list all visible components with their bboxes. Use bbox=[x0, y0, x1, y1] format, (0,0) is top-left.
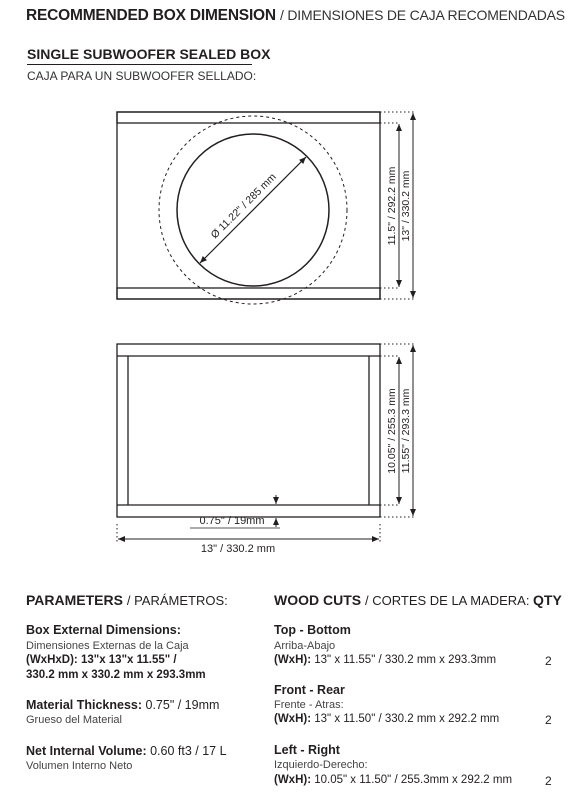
cut-top-bottom-sub: Arriba-Abajo bbox=[274, 640, 336, 652]
cut-left-right-dims: (WxH): 10.05" x 11.50" / 255.3mm x 292.2 mm bbox=[274, 774, 513, 786]
front-view-diagram bbox=[117, 112, 415, 304]
front-top-strip bbox=[117, 112, 380, 123]
material-thickness-label: Material Thickness: bbox=[26, 698, 143, 712]
wood-cuts-title-sub: / CORTES DE LA MADERA: bbox=[365, 593, 530, 608]
cut-left-right-sub: Izquierdo-Derecho: bbox=[274, 759, 368, 771]
net-volume bbox=[26, 744, 227, 758]
front-bottom-strip bbox=[117, 288, 380, 299]
net-volume-sublabel: Volumen Interno Neto bbox=[26, 760, 133, 772]
front-outer-height-label: 13" / 330.2 mm bbox=[400, 170, 412, 242]
page-title-main: RECOMMENDED BOX DIMENSION bbox=[26, 7, 276, 24]
cut-front-rear-name: Front - Rear bbox=[274, 683, 345, 697]
qty-header: QTY bbox=[533, 592, 562, 608]
cut-front-rear-dims: (WxH): 13" x 11.50" / 330.2 mm x 292.2 mm bbox=[274, 713, 500, 725]
net-volume-label: Net Internal Volume: bbox=[26, 744, 147, 758]
external-dimensions-label: Box External Dimensions: bbox=[26, 623, 181, 637]
external-dimensions-line2: 330.2 mm x 330.2 mm x 293.3mm bbox=[26, 669, 206, 681]
parameters-title-sub: / PARÁMETROS: bbox=[126, 593, 228, 608]
cut-left-right-qty: 2 bbox=[545, 774, 552, 788]
cut-front-rear-qty: 2 bbox=[545, 713, 552, 727]
side-outer-height-label: 11.55" / 293.3 mm bbox=[400, 388, 412, 474]
section-subtitle: CAJA PARA UN SUBWOOFER SELLADO: bbox=[27, 69, 257, 83]
cut-top-bottom-name: Top - Bottom bbox=[274, 623, 351, 637]
wood-cuts-heading bbox=[274, 592, 529, 608]
external-dimensions-value: 13"x 13"x 11.55" / bbox=[80, 654, 177, 666]
side-inner-height-label: 10.05" / 255.3 mm bbox=[386, 388, 398, 474]
cutout-label: Ø 11.22" / 285 mm bbox=[208, 171, 279, 242]
side-view-diagram bbox=[117, 344, 415, 555]
external-dimensions-line1 bbox=[26, 654, 177, 666]
wood-cuts-title: WOOD CUTS bbox=[274, 592, 362, 608]
front-inner-height-label: 11.5" / 292.2 mm bbox=[386, 166, 398, 246]
cut-top-bottom-dims: (WxH): 13" x 11.55" / 330.2 mm x 293.3mm bbox=[274, 654, 497, 666]
material-thickness bbox=[26, 698, 219, 712]
external-dimensions-sublabel: Dimensiones Externas de la Caja bbox=[26, 640, 189, 652]
material-thickness-value: 0.75" / 19mm bbox=[145, 698, 220, 712]
width-label: 13" / 330.2 mm bbox=[200, 543, 276, 555]
material-thickness-sublabel: Grueso del Material bbox=[26, 714, 122, 726]
cut-front-rear-sub: Frente - Atras: bbox=[274, 699, 344, 711]
page-title-sub: / DIMENSIONES DE CAJA RECOMENDADAS bbox=[280, 7, 565, 23]
thickness-label: 0.75" / 19mm bbox=[199, 515, 265, 527]
cut-top-bottom-qty: 2 bbox=[545, 654, 552, 668]
section-title: SINGLE SUBWOOFER SEALED BOX bbox=[27, 46, 271, 62]
cut-left-right-name: Left - Right bbox=[274, 743, 340, 757]
parameters-title: PARAMETERS bbox=[26, 592, 123, 608]
side-outer-panel bbox=[117, 344, 380, 517]
parameters-heading bbox=[26, 592, 228, 608]
net-volume-value: 0.60 ft3 / 17 L bbox=[150, 744, 227, 758]
external-dimensions-key: (WxHxD): bbox=[26, 654, 78, 666]
